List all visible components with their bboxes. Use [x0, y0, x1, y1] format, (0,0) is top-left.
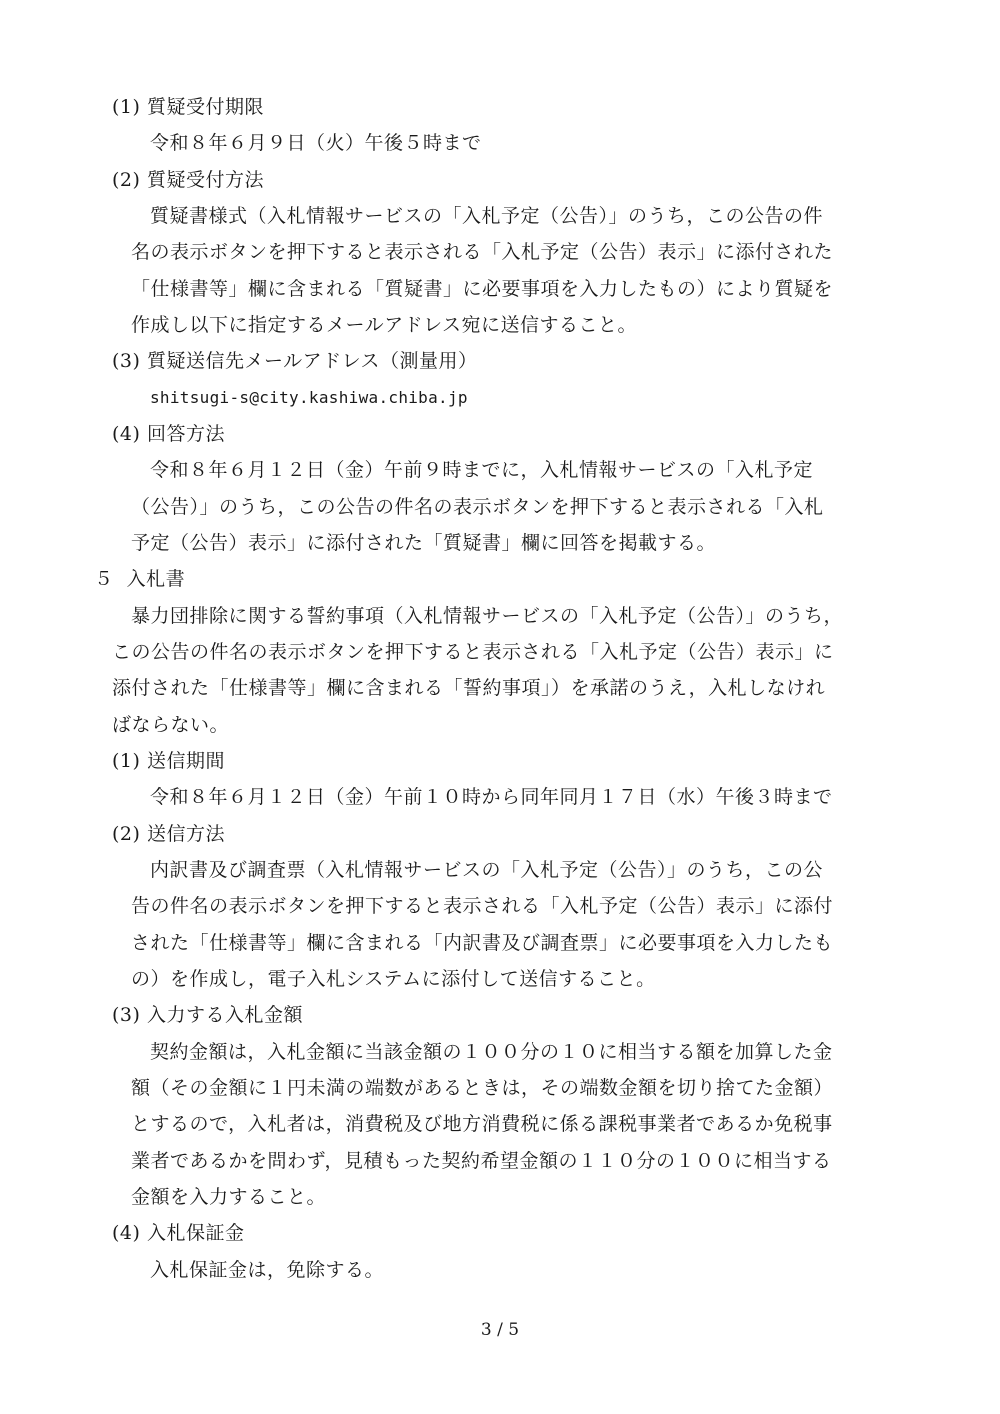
item-heading: [112, 349, 478, 373]
paragraph-line: ばならない。: [112, 714, 230, 736]
paragraph-line: 「仕様書等」欄に含まれる「質疑書」に必要事項を入力したもの）により質疑を: [131, 278, 834, 300]
paragraph-line: 暴力団排除に関する誓約事項（入札情報サービスの「入札予定（公告）」のうち，: [131, 605, 844, 627]
item-title: 送信期間: [146, 750, 225, 772]
paragraph-line: 金額を入力すること。: [131, 1186, 327, 1208]
page-number: 3 / 5: [480, 1320, 520, 1340]
item-title: 質疑受付期限: [146, 96, 264, 118]
paragraph-text: 令和８年６月９日（火）午後５時まで: [150, 132, 482, 154]
item-heading: [112, 95, 264, 119]
paragraph-line: 告の件名の表示ボタンを押下すると表示される「入札予定（公告）表示」に添付: [131, 895, 834, 917]
paragraph-line: 内訳書及び調査票（入札情報サービスの「入札予定（公告）」のうち，この公: [150, 859, 824, 881]
paragraph-line: とするので，入札者は，消費税及び地方消費税に係る課税事業者であるか免税事: [131, 1113, 833, 1135]
item-heading: [112, 749, 225, 773]
paragraph-line: 額（その金額に１円未満の端数があるときは，その端数金額を切り捨てた金額）: [131, 1077, 834, 1099]
paragraph-text: 令和８年６月１２日（金）午前１０時から同年同月１７日（水）午後３時まで: [150, 786, 833, 808]
item-number: (4): [112, 423, 141, 445]
paragraph-line: （公告）」のうち，この公告の件名の表示ボタンを押下すると表示される「入札: [131, 496, 824, 518]
paragraph-line: 質疑書様式（入札情報サービスの「入札予定（公告）」のうち，この公告の件: [150, 205, 824, 227]
item-number: (1): [112, 96, 141, 118]
item-title: 入札保証金: [146, 1222, 245, 1244]
item-heading: [112, 168, 264, 192]
item-title: 入力する入札金額: [146, 1004, 303, 1026]
item-title: 質疑送信先メールアドレス（測量用）: [146, 350, 478, 372]
item-heading: [112, 1003, 303, 1027]
paragraph-line: 作成し以下に指定するメールアドレス宛に送信すること。: [131, 314, 638, 336]
paragraph-line: された「仕様書等」欄に含まれる「内訳書及び調査票」に必要事項を入力したも: [131, 932, 834, 954]
email-address: shitsugi-s@city.kashiwa.chiba.jp: [150, 388, 468, 407]
item-number: (2): [112, 169, 141, 191]
paragraph-line: の）を作成し，電子入札システムに添付して送信すること。: [131, 968, 656, 990]
paragraph-line: 添付された「仕様書等」欄に含まれる「誓約事項」）を承諾のうえ，入札しなけれ: [112, 677, 826, 699]
item-heading: [112, 1221, 244, 1245]
section-heading: [94, 567, 185, 591]
section-title: 入札書: [126, 568, 186, 590]
item-number: (3): [112, 350, 141, 372]
item-heading: [112, 822, 225, 846]
paragraph-line: 予定（公告）表示」に添付された「質疑書」欄に回答を掲載する。: [131, 532, 717, 554]
item-number: (4): [112, 1222, 141, 1244]
paragraph-line: 業者であるかを問わず，見積もった契約希望金額の１１０分の１００に相当する: [131, 1150, 832, 1172]
item-title: 質疑受付方法: [146, 169, 264, 191]
item-title: 送信方法: [146, 823, 225, 845]
item-number: (2): [112, 823, 141, 845]
paragraph-text: 入札保証金は，免除する。: [150, 1259, 385, 1281]
item-number: (1): [112, 750, 141, 772]
paragraph-line: この公告の件名の表示ボタンを押下すると表示される「入札予定（公告）表示」に: [112, 641, 834, 663]
paragraph-line: 令和８年６月１２日（金）午前９時までに，入札情報サービスの「入札予定: [150, 459, 814, 481]
item-heading: [112, 422, 225, 446]
paragraph-line: 名の表示ボタンを押下すると表示される「入札予定（公告）表示」に添付された: [131, 241, 834, 263]
item-title: 回答方法: [146, 423, 225, 445]
section-number: ５: [94, 568, 114, 590]
item-number: (3): [112, 1004, 141, 1026]
paragraph-line: 契約金額は，入札金額に当該金額の１００分の１０に相当する額を加算した金: [150, 1041, 833, 1063]
